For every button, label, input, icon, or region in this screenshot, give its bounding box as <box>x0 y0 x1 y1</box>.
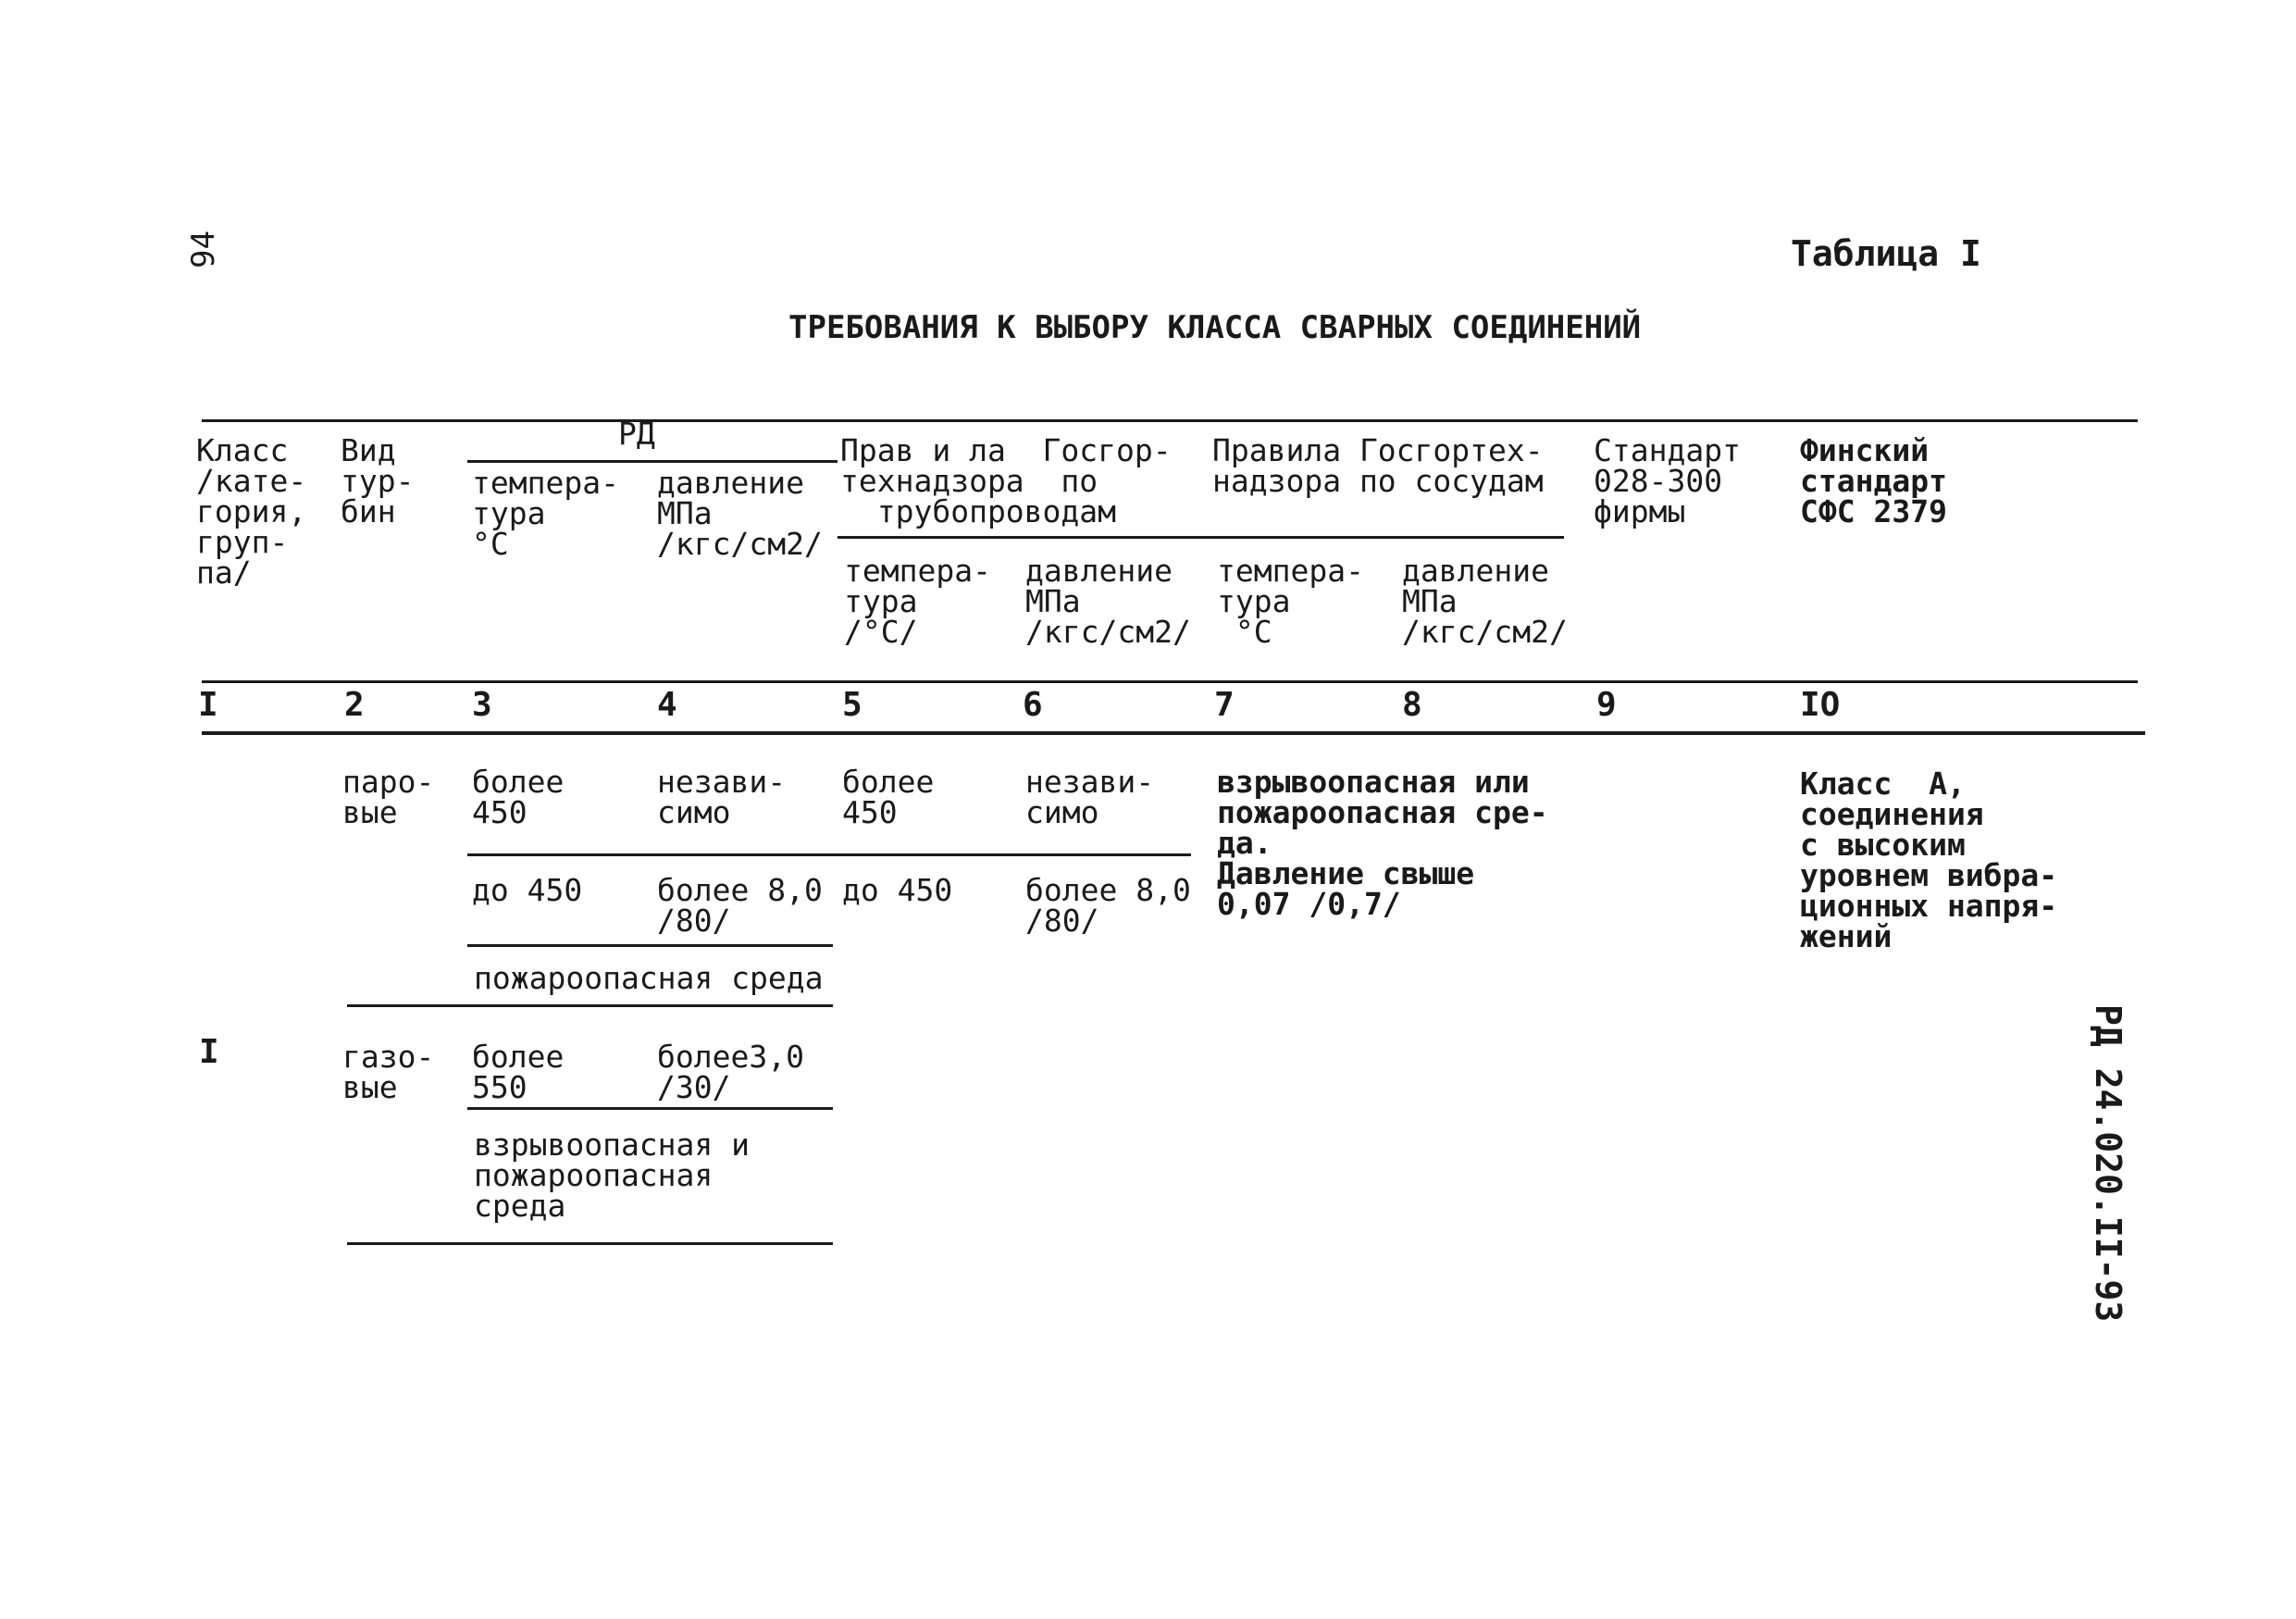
steam-turbine-type: паро- вые <box>342 764 435 830</box>
column-number-8: 8 <box>1402 686 1422 724</box>
header-class: Класс /кате- гория, груп- па/ <box>196 432 307 591</box>
column-number-5: 5 <box>842 686 863 724</box>
gas-env-rule <box>347 1242 833 1245</box>
column-number-7: 7 <box>1214 686 1235 724</box>
header-bottom-rule <box>202 680 2138 683</box>
column-number-4: 4 <box>657 686 677 724</box>
header-turbine-type: Вид тур- бин <box>341 432 415 529</box>
vessel-condition-note: взрывоопасная или пожароопасная сре- да. Давление свыше 0,07 /0,7/ <box>1217 764 1548 922</box>
header-finnish-standard: Финский стандарт СФС 2379 <box>1800 432 1947 529</box>
gas-rd-temperature: более 550 <box>472 1039 565 1105</box>
header-pipeline-temperature: темпера- тура /°С/ <box>844 553 991 650</box>
page-number: 94 <box>185 230 222 268</box>
rules-group-rule <box>838 536 1564 539</box>
table-top-rule <box>202 419 2138 422</box>
header-vessel-pressure: давление МПа /кгс/см2/ <box>1402 553 1568 650</box>
steam-pipeline-temperature-2: до 450 <box>842 872 953 908</box>
table-title: ТРЕБОВАНИЯ К ВЫБОРУ КЛАССА СВАРНЫХ СОЕДИНЕНИЙ <box>788 309 1642 346</box>
steam-environment: пожароопасная среда <box>474 960 824 996</box>
gas-rd-pressure: более3,0 /30/ <box>657 1039 804 1105</box>
column-number-10: IO <box>1800 686 1841 724</box>
header-pipeline-pressure: давление МПа /кгс/см2/ <box>1025 553 1191 650</box>
steam-pipeline-pressure-1: незави- симо <box>1025 764 1155 830</box>
gas-class: I <box>199 1033 219 1071</box>
column-number-9: 9 <box>1596 686 1617 724</box>
column-numbers-rule <box>202 731 2145 735</box>
column-number-2: 2 <box>344 686 365 724</box>
header-rd: РД <box>618 416 655 452</box>
table-label: Таблица I <box>1791 233 1981 274</box>
header-vessel-rules: Правила Госгортех- надзора по сосудам <box>1212 432 1544 499</box>
steam-pipeline-pressure-2: более 8,0 /80/ <box>1025 872 1191 939</box>
gas-environment: взрывоопасная и пожароопасная среда <box>474 1127 751 1224</box>
finnish-class-note: Класс А, соединения с высоким уровнем вибра- ционных напря- жений <box>1800 766 2058 954</box>
document-code: РД 24.020.II-93 <box>2088 1004 2128 1323</box>
header-vessel-temperature: темпера- тура °С <box>1217 553 1364 650</box>
header-pipeline-rules: Прав и ла Госгор- технадзора по трубопроводам <box>840 432 1172 529</box>
steam-rd-temperature-1: более 450 <box>472 764 565 830</box>
gas-turbine-type: газо- вые <box>342 1039 435 1105</box>
header-standard-028: Стандарт 028-300 фирмы <box>1594 432 1741 529</box>
steam-rd-pressure-1: незави- симо <box>657 764 787 830</box>
rd-group-rule <box>467 460 838 463</box>
steam-row-rule-1 <box>467 853 1191 856</box>
steam-rd-pressure-2: более 8,0 /80/ <box>657 872 823 939</box>
header-rd-pressure: давление МПа /кгс/см2/ <box>657 465 823 562</box>
header-rd-temperature: темпера- тура °С <box>472 465 619 562</box>
steam-env-rule <box>347 1004 833 1007</box>
column-number-6: 6 <box>1023 686 1043 724</box>
gas-row-rule <box>467 1107 833 1110</box>
steam-rd-temperature-2: до 450 <box>472 872 583 908</box>
column-number-3: 3 <box>472 686 492 724</box>
steam-row-rule-2 <box>467 944 833 947</box>
steam-pipeline-temperature-1: более 450 <box>842 764 935 830</box>
column-number-1: I <box>198 686 218 724</box>
